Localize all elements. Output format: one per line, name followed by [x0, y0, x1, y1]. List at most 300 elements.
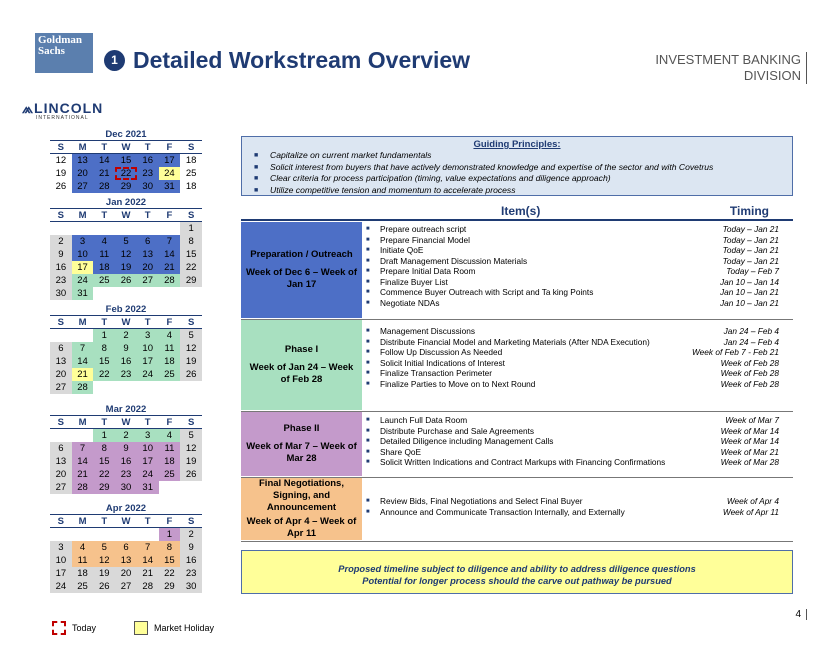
calendar-day: 8: [93, 342, 115, 355]
calendar-day: 16: [180, 554, 202, 567]
weekday-header: T: [93, 316, 115, 329]
calendar-month-title: Apr 2022: [50, 503, 202, 515]
calendar-day: 5: [115, 235, 137, 248]
calendar-day: [159, 481, 181, 494]
weekday-header: M: [72, 515, 94, 528]
calendar-day: [50, 429, 72, 442]
phase-label-3: [241, 478, 362, 540]
weekday-header: S: [180, 316, 202, 329]
row-item: Management Discussions: [380, 326, 475, 336]
calendar-day: 15: [180, 248, 202, 261]
calendar-day: 30: [137, 180, 159, 193]
calendar-day: 10: [137, 342, 159, 355]
bullet-icon: ■: [366, 289, 370, 295]
calendar-day: 24: [50, 580, 72, 593]
phase-rows: [366, 224, 793, 308]
weekday-header: M: [72, 416, 94, 429]
row-timing: Today – Jan 21: [722, 234, 779, 245]
table-row: [366, 447, 793, 458]
weekday-header: M: [72, 316, 94, 329]
page-number: 4: [795, 609, 807, 620]
calendar-day: 26: [93, 580, 115, 593]
calendar-day: [50, 528, 72, 541]
calendar-day: 27: [50, 381, 72, 394]
calendar-day: 12: [115, 248, 137, 261]
calendar-day: 24: [137, 468, 159, 481]
section-badge: 1: [104, 50, 125, 71]
bullet-icon: ■: [366, 328, 370, 334]
table-row: [366, 326, 793, 337]
row-timing: Week of Mar 14: [720, 436, 779, 446]
calendar-day: 25: [72, 580, 94, 593]
calendar-day: 19: [180, 455, 202, 468]
phase-weeks: Week of Apr 4 – Week of Apr 11: [246, 516, 357, 539]
calendar-day: 7: [159, 235, 181, 248]
row-timing: Week of Feb 28: [720, 357, 779, 368]
row-item: Prepare outreach script: [380, 224, 467, 234]
calendar-day: [50, 222, 72, 235]
table-row: [366, 347, 793, 358]
calendar-day: 2: [115, 329, 137, 342]
calendar-day: 28: [93, 180, 115, 193]
row-item: Share QoE: [380, 446, 422, 457]
calendar-day: 28: [159, 274, 181, 287]
bullet-icon: ■: [366, 427, 370, 434]
bullet-icon: ■: [366, 349, 370, 355]
calendar-day: 13: [115, 554, 137, 567]
phase-label-0: [241, 222, 362, 318]
calendar-day: 3: [137, 329, 159, 342]
today-legend-label: Today: [72, 623, 97, 633]
row-item: Review Bids, Final Negotiations and Select Final Buyer: [380, 496, 583, 506]
calendar-day: 31: [72, 287, 94, 300]
bullet-icon: ■: [366, 380, 370, 387]
row-timing: Jan 10 – Jan 21: [719, 297, 779, 308]
row-item: Solicit Written Indications and Contract Markups with Financing Confirmations: [380, 457, 666, 467]
calendar-day: 25: [185, 168, 197, 179]
calendar-day: 4: [93, 235, 115, 248]
calendar-day: [180, 287, 202, 300]
row-timing: Week of Mar 21: [720, 446, 779, 457]
weekday-header: T: [93, 416, 115, 429]
calendar-day: 6: [115, 541, 137, 554]
calendar-day: 11: [159, 342, 181, 355]
table-row: [366, 256, 793, 267]
table-row: [366, 426, 793, 437]
row-timing: Week of Feb 7 - Feb 21: [691, 347, 779, 357]
bullet-icon: ■: [366, 257, 370, 264]
bullet-icon: ■: [366, 247, 370, 253]
row-timing: Jan 24 – Feb 4: [723, 336, 779, 347]
calendar-day: 9: [50, 248, 72, 261]
calendar-day: 17: [137, 355, 159, 368]
calendar-day: 2: [180, 528, 202, 541]
calendar-day: 7: [72, 342, 94, 355]
row-item: Commence Buyer Outreach with Script and Ta king Points: [380, 287, 594, 297]
calendar-day: 1: [93, 329, 115, 342]
calendar-day: 21: [93, 167, 115, 180]
calendar-day: 26: [115, 274, 137, 287]
calendar-day: [137, 528, 159, 541]
calendar-day: [159, 287, 181, 300]
row-item: Launch Full Data Room: [380, 415, 468, 425]
weekday-header: F: [159, 316, 181, 329]
calendar-day: 19: [180, 355, 202, 368]
calendar-day: 23: [137, 167, 159, 180]
calendar-day: 28: [137, 580, 159, 593]
bullet-icon: ■: [366, 370, 370, 376]
calendar-day: 15: [93, 455, 115, 468]
calendar-day: 20: [137, 261, 159, 274]
logo-line1: Goldman: [38, 34, 83, 46]
calendar-day: 5: [93, 541, 115, 554]
row-item: Negotiate NDAs: [380, 297, 440, 308]
calendar-day: [180, 481, 202, 494]
phase-weeks: Week of Jan 24 – Week of Feb 28: [249, 362, 354, 385]
calendar-grid: [50, 316, 202, 394]
calendar-day: [159, 381, 181, 394]
calendar-day: 23: [180, 567, 202, 580]
calendar-day: 11: [159, 442, 181, 455]
calendar-day: 31: [159, 180, 181, 193]
calendar-day: 12: [55, 155, 67, 166]
calendar-day: 21: [72, 468, 94, 481]
calendar-day: 22: [93, 368, 115, 381]
table-row: [366, 436, 793, 447]
bullet-icon: ■: [366, 226, 370, 232]
bullet-icon: ■: [366, 438, 370, 444]
calendar-day: 6: [50, 342, 72, 355]
calendar-day: [72, 429, 94, 442]
goldman-sachs-logo: [35, 33, 93, 73]
calendar-day: 8: [180, 235, 202, 248]
row-item: Finalize Parties to Move on to Next Round: [380, 378, 536, 389]
calendar-day: [137, 381, 159, 394]
calendar-day: 22: [93, 468, 115, 481]
calendar-jan-2022: [50, 197, 202, 300]
row-timing: Week of Mar 28: [720, 457, 779, 467]
calendar-day: 28: [72, 481, 94, 494]
calendar-day: 3: [50, 541, 72, 554]
calendar-grid: [50, 209, 202, 300]
calendar-day: 26: [55, 181, 67, 192]
calendar-grid: [50, 515, 202, 593]
calendar-day: 24: [137, 368, 159, 381]
row-item: Distribute Financial Model and Marketing Materials (After NDA Execution): [380, 336, 650, 347]
calendar-day: 9: [115, 342, 137, 355]
calendar-day: 14: [93, 154, 115, 167]
calendar-day: 27: [72, 180, 94, 193]
weekday-header: T: [137, 209, 159, 222]
lincoln-logo: [22, 100, 103, 121]
calendar-day: 18: [93, 261, 115, 274]
bullet-icon: ■: [366, 417, 370, 423]
calendar-day: 6: [137, 235, 159, 248]
calendar-day: 16: [115, 455, 137, 468]
calendar-day: [93, 287, 115, 300]
weekday-header: T: [93, 209, 115, 222]
bullet-icon: ■: [366, 448, 370, 455]
calendar-day: 23: [115, 468, 137, 481]
weekday-header: S: [50, 209, 72, 222]
row-timing: Today – Feb 7: [726, 266, 779, 276]
calendar-apr-2022: [50, 503, 202, 593]
items-column-header: Item(s): [501, 204, 541, 218]
guiding-principles-title: Guiding Principles:: [473, 139, 561, 150]
calendar-day: 22: [159, 567, 181, 580]
calendar-day: 29: [115, 180, 137, 193]
calendar-day: 20: [50, 468, 72, 481]
row-timing: Week of Apr 11: [722, 506, 779, 517]
calendar-grid: [50, 416, 202, 494]
holiday-legend-swatch: [134, 621, 148, 635]
calendar-day: 17: [50, 567, 72, 580]
calendar-month-title: Feb 2022: [50, 304, 202, 316]
calendar-day: 5: [180, 329, 202, 342]
row-item: Detailed Diligence including Management Calls: [380, 436, 554, 446]
weekday-header: T: [93, 515, 115, 528]
calendar-day: [137, 287, 159, 300]
calendar-day: 18: [159, 355, 181, 368]
weekday-header: T: [137, 141, 159, 154]
row-timing: Jan 10 – Jan 14: [719, 276, 779, 287]
weekday-header: S: [180, 209, 202, 222]
calendar-day: 10: [50, 554, 72, 567]
table-row: [366, 298, 793, 309]
phase-rows: [366, 496, 793, 517]
weekday-header: S: [50, 316, 72, 329]
weekday-header: S: [180, 515, 202, 528]
row-timing: Jan 24 – Feb 4: [723, 326, 779, 336]
weekday-header: W: [115, 515, 137, 528]
table-row: [366, 287, 793, 298]
table-row: [366, 266, 793, 277]
calendar-day: [115, 222, 137, 235]
weekday-header: S: [180, 141, 202, 154]
calendar-day: 17: [159, 154, 181, 167]
phase-name: Phase I: [284, 344, 319, 355]
weekday-header: M: [72, 209, 94, 222]
weekday-header: T: [137, 515, 159, 528]
calendar-day: 4: [72, 541, 94, 554]
calendar-day: 21: [159, 261, 181, 274]
calendar-mar-2022: [50, 404, 202, 494]
calendar-day: 30: [115, 481, 137, 494]
calendar-day: 30: [180, 580, 202, 593]
calendar-day: 14: [72, 355, 94, 368]
calendar-day: [93, 528, 115, 541]
table-header: [241, 204, 793, 221]
calendar-day: 24: [72, 274, 94, 287]
bullet-icon: ■: [366, 459, 370, 465]
calendar-day: 18: [159, 455, 181, 468]
division-line2: DIVISION: [743, 68, 801, 83]
row-timing: Today – Jan 21: [722, 255, 779, 266]
calendar-day: 3: [72, 235, 94, 248]
calendar-day: 9: [180, 541, 202, 554]
weekday-header: S: [180, 416, 202, 429]
calendar-day: 12: [180, 342, 202, 355]
weekday-header: W: [115, 141, 137, 154]
calendar-day: 17: [72, 261, 94, 274]
calendar-day: 1: [159, 528, 181, 541]
note-line1: Proposed timeline subject to diligence and ability to address diligence questions: [338, 564, 696, 574]
weekday-header: F: [159, 141, 181, 154]
calendar-day: [115, 381, 137, 394]
weekday-header: W: [115, 209, 137, 222]
calendar-day: [159, 222, 181, 235]
guiding-principle: ■ Utilize competitive tension and momentum to accelerate process: [248, 185, 786, 197]
guiding-principle: ■ Clear criteria for process participation (timing, value expectations and diligence approach): [248, 173, 786, 185]
calendar-day: 14: [159, 248, 181, 261]
guiding-principles: [241, 136, 793, 196]
table-row: [366, 277, 793, 288]
calendar-day: 25: [93, 274, 115, 287]
row-timing: Today – Jan 21: [722, 245, 779, 255]
calendar-day: 2: [50, 235, 72, 248]
calendar-day: [72, 222, 94, 235]
phase-label-2: [241, 412, 362, 476]
table-row: [366, 368, 793, 379]
row-timing: Week of Mar 7: [725, 415, 779, 425]
calendar-day: 24: [159, 167, 181, 180]
lincoln-logo-text: LINCOLN: [34, 100, 104, 116]
calendar-day: 23: [50, 274, 72, 287]
bullet-icon: ■: [366, 268, 370, 274]
table-row: [366, 379, 793, 390]
phase-label-1: [241, 320, 362, 410]
row-item: Distribute Purchase and Sale Agreements: [380, 425, 535, 436]
calendar-month-title: Mar 2022: [50, 404, 202, 416]
calendar-day: 10: [137, 442, 159, 455]
calendar-day: [93, 222, 115, 235]
calendar-month-title: Jan 2022: [50, 197, 202, 209]
table-row: [366, 235, 793, 246]
timeline-note: [241, 550, 793, 594]
logo-line2: Sachs: [38, 45, 65, 57]
calendar-day: 26: [180, 468, 202, 481]
calendar-day: 7: [72, 442, 94, 455]
row-item: Prepare Initial Data Room: [380, 266, 476, 276]
calendar-day: 13: [50, 355, 72, 368]
calendar-day: 11: [93, 248, 115, 261]
calendar-day: 18: [72, 567, 94, 580]
bullet-icon: ■: [366, 278, 370, 285]
calendar-day: 19: [115, 261, 137, 274]
calendar-day: [93, 381, 115, 394]
calendar-day: [72, 329, 94, 342]
calendar-day: 1: [93, 429, 115, 442]
weekday-header: F: [159, 416, 181, 429]
bullet-icon: ■: [366, 299, 370, 306]
calendar-day: 13: [72, 154, 94, 167]
row-timing: Week of Mar 14: [720, 425, 779, 436]
row-timing: Today – Jan 21: [722, 224, 779, 234]
phase-name: Preparation / Outreach: [250, 249, 353, 260]
weekday-header: M: [72, 141, 94, 154]
row-item: Solicit Initial Indications of Interest: [380, 357, 505, 368]
calendar-day: [115, 287, 137, 300]
calendar-day: 16: [137, 154, 159, 167]
row-timing: Jan 10 – Jan 21: [719, 287, 779, 297]
calendar-day: 23: [115, 368, 137, 381]
division-line1: INVESTMENT BANKING: [655, 52, 801, 67]
table-row: [366, 457, 793, 468]
timing-column-header: Timing: [729, 204, 769, 218]
bullet-icon: ■: [366, 359, 370, 366]
calendar-day: 5: [180, 429, 202, 442]
calendar-day: 3: [137, 429, 159, 442]
calendar-day: 22: [180, 261, 202, 274]
division-label: [655, 52, 807, 84]
weekday-header: T: [137, 316, 159, 329]
table-row: [366, 245, 793, 256]
row-timing: Week of Apr 4: [726, 496, 779, 506]
lincoln-logo-mark-icon: ⩕: [22, 100, 35, 116]
calendar-day: 15: [115, 154, 137, 167]
weekday-header: W: [115, 416, 137, 429]
lincoln-logo-sub: INTERNATIONAL: [36, 115, 89, 121]
calendar-day: 25: [159, 468, 181, 481]
row-item: Finalize Buyer List: [380, 276, 448, 287]
calendar-day: 20: [72, 167, 94, 180]
calendar-day: 6: [50, 442, 72, 455]
bullet-icon: ■: [366, 508, 370, 515]
phase-weeks: Week of Mar 7 – Week of Mar 28: [246, 441, 357, 464]
calendar-day: 7: [137, 541, 159, 554]
calendar-day: 4: [159, 429, 181, 442]
table-row: [366, 507, 793, 518]
row-item: Draft Management Discussion Materials: [380, 255, 528, 266]
calendar-day: 16: [115, 355, 137, 368]
legend: [52, 621, 214, 635]
calendar-day: 1: [180, 222, 202, 235]
calendar-day: 8: [93, 442, 115, 455]
calendar-day: 27: [137, 274, 159, 287]
calendar-day: 8: [159, 541, 181, 554]
calendar-feb-2022: [50, 304, 202, 394]
weekday-header: F: [159, 209, 181, 222]
bullet-icon: ■: [366, 236, 370, 243]
table-row: [366, 496, 793, 507]
table-row: [366, 337, 793, 348]
guiding-principle: ■ Solicit interest from buyers that have actively demonstrated knowledge and expertise of the sector and with Covetrus: [248, 162, 786, 174]
row-item: Prepare Financial Model: [380, 234, 470, 245]
calendar-dec-2021: [50, 129, 202, 193]
row-timing: Week of Feb 28: [720, 378, 779, 389]
calendar-day: 18: [185, 155, 197, 166]
row-item: Follow Up Discussion As Needed: [380, 347, 503, 357]
calendar-day: 29: [159, 580, 181, 593]
calendar-day: 19: [55, 168, 67, 179]
calendar-day: 18: [185, 181, 197, 192]
calendar-day: 15: [93, 355, 115, 368]
weekday-header: T: [93, 141, 115, 154]
calendar-day: 20: [50, 368, 72, 381]
phase-divider: [241, 541, 793, 542]
calendar-day: 25: [159, 368, 181, 381]
calendar-day: 27: [115, 580, 137, 593]
calendar-day: 28: [72, 381, 94, 394]
calendar-day: 11: [72, 554, 94, 567]
calendar-day: [137, 222, 159, 235]
calendar-day: 9: [115, 442, 137, 455]
calendar-day: 12: [180, 442, 202, 455]
phase-name: Final Negotiations, Signing, and Announcement: [259, 478, 344, 513]
bullet-icon: ■: [366, 498, 370, 504]
table-row: [366, 415, 793, 426]
calendar-day: 16: [50, 261, 72, 274]
